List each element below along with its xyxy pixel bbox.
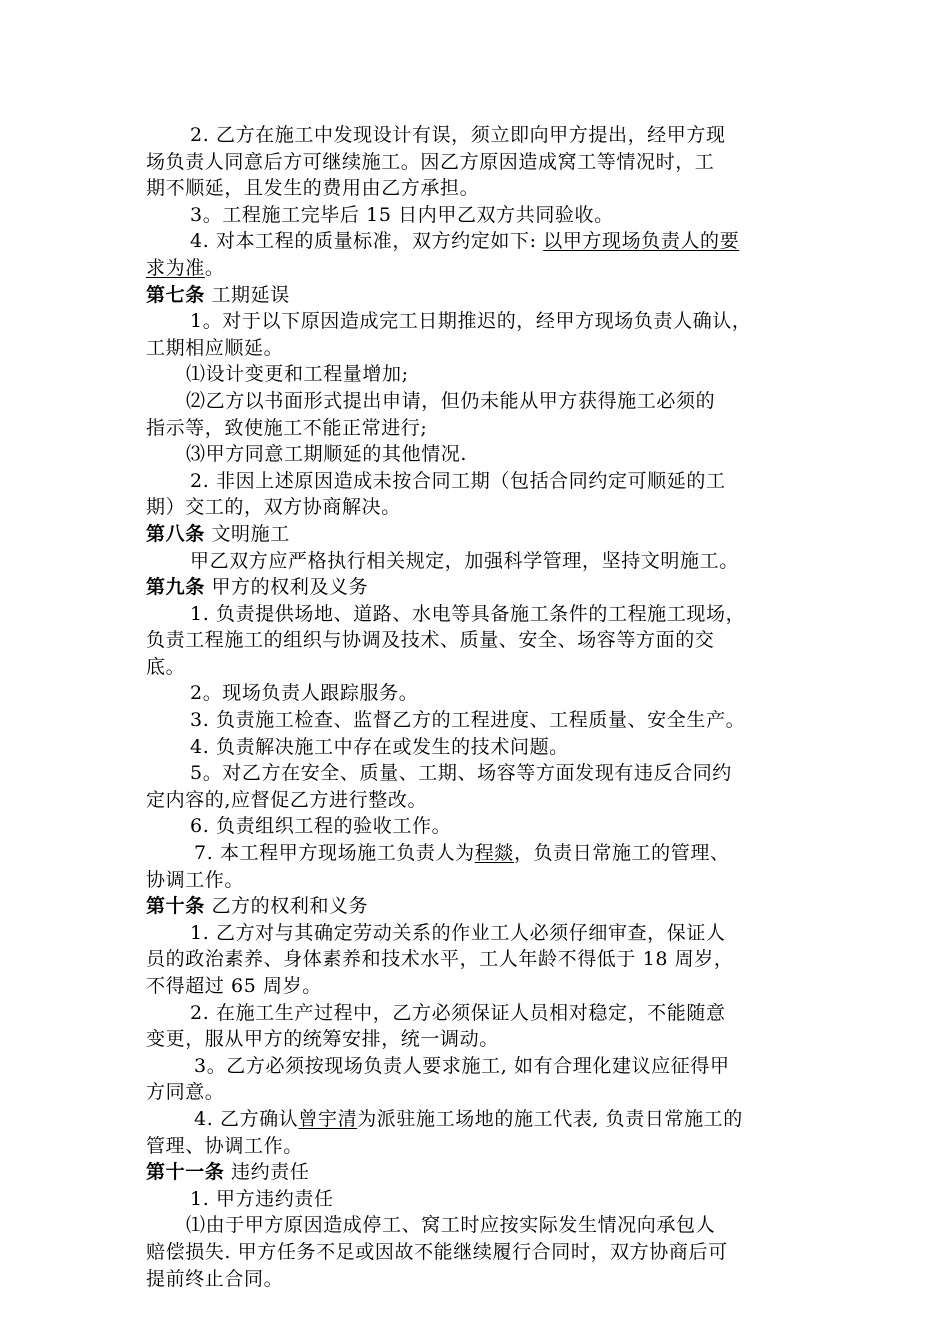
paragraph-line [146, 228, 816, 255]
paragraph-line [146, 1026, 816, 1053]
line-text: 定内容的,应督促乙方进行整改。 [146, 788, 428, 811]
line-text: 1。对于以下原因造成完工日期推迟的，经甲方现场负责人确认， [190, 310, 752, 333]
underlined-fill-in: 曾宇清 [298, 1107, 358, 1130]
line-text: 3. 负责施工检查、监督乙方的工程进度、工程质量、安全生产。 [190, 709, 746, 732]
paragraph-line [146, 734, 816, 761]
paragraph-line [146, 680, 816, 707]
paragraph-line [146, 175, 816, 202]
paragraph-line [146, 149, 816, 176]
line-text: 4. 负责解决施工中存在或发生的技术问题。 [190, 735, 569, 758]
section-heading [146, 1159, 816, 1186]
paragraph-line [146, 946, 816, 973]
line-text: 3。乙方必须按现场负责人要求施工, 如有合理化建议应征得甲 [194, 1054, 730, 1077]
paragraph-line [146, 627, 816, 654]
line-text: 负责工程施工的组织与协调及技术、质量、安全、场容等方面的交 [146, 629, 715, 652]
paragraph-line [146, 468, 816, 495]
section-heading [146, 893, 816, 920]
line-text: ⑵乙方以书面形式提出申请，但仍未能从甲方获得施工必须的 [186, 389, 716, 412]
paragraph-line [146, 840, 816, 867]
line-text-after: 为派驻施工场地的施工代表, 负责日常施工的 [357, 1107, 743, 1130]
line-text-after: 。 [204, 256, 225, 279]
line-text: 底。 [146, 655, 186, 678]
line-text: 指示等，致使施工不能正常进行; [146, 416, 428, 439]
line-text: 4. 对本工程的质量标准，双方约定如下: [190, 230, 544, 253]
paragraph-line [146, 415, 816, 442]
line-text: 违约责任 [224, 1161, 310, 1184]
paragraph-line [146, 441, 816, 468]
line-text-after: ，负责日常施工的管理、 [513, 842, 730, 865]
line-text: 2. 非因上述原因造成未按合同工期（包括合同约定可顺延的工 [190, 469, 726, 492]
line-text: 1. 负责提供场地、道路、水电等具备施工条件的工程施工现场， [190, 602, 746, 625]
line-text: 1. 乙方对与其确定劳动关系的作业工人必须仔细审查，保证人 [190, 921, 726, 944]
paragraph-line [146, 1079, 816, 1106]
line-text: 4. 乙方确认 [194, 1107, 299, 1130]
section-heading [146, 574, 816, 601]
paragraph-line [146, 1239, 816, 1266]
line-text: 文明施工 [204, 522, 290, 545]
paragraph-line [146, 1186, 816, 1213]
line-text: 2. 在施工生产过程中，乙方必须保证人员相对稳定，不能随意 [190, 1001, 726, 1024]
section-heading [146, 521, 816, 548]
paragraph-line [146, 760, 816, 787]
line-text: 协调工作。 [146, 868, 245, 891]
paragraph-line [146, 973, 816, 1000]
line-text: 甲乙双方应严格执行相关规定，加强科学管理，坚持文明施工。 [190, 549, 739, 572]
line-text: ⑶甲方同意工期顺延的其他情况. [186, 443, 468, 466]
underlined-fill-in: 求为准 [146, 256, 205, 279]
line-text: 5。对乙方在安全、质量、工期、场容等方面发现有违反合同约 [190, 762, 732, 785]
line-text: 员的政治素养、身体素养和技术水平，工人年龄不得低于 18 周岁， [146, 948, 734, 971]
paragraph-line [146, 601, 816, 628]
line-text: ⑴设计变更和工程量增加; [186, 363, 409, 386]
paragraph-line [146, 1133, 816, 1160]
line-text: 2。现场负责人跟踪服务。 [190, 682, 419, 705]
paragraph-line [146, 308, 816, 335]
paragraph-line [146, 920, 816, 947]
line-text: 变更，服从甲方的统筹安排，统一调动。 [146, 1028, 499, 1051]
paragraph-line [146, 494, 816, 521]
article-number: 第十条 [146, 895, 205, 918]
document-page [146, 122, 816, 1292]
paragraph-line [146, 1000, 816, 1027]
paragraph-line [146, 1212, 816, 1239]
line-text: 管理、协调工作。 [146, 1134, 303, 1157]
line-text: 期）交工的，双方协商解决。 [146, 496, 401, 519]
line-text: 1. 甲方违约责任 [190, 1187, 334, 1210]
paragraph-line [146, 388, 816, 415]
line-text: 工期延误 [204, 283, 290, 306]
paragraph-line [146, 654, 816, 681]
line-text: 工期相应顺延。 [146, 336, 284, 359]
article-number: 第十一条 [146, 1161, 225, 1184]
article-number: 第九条 [146, 576, 205, 599]
line-text: 乙方的权利和义务 [204, 895, 369, 918]
line-text: 7. 本工程甲方现场施工负责人为 [194, 842, 475, 865]
paragraph-line [146, 255, 816, 282]
article-number: 第七条 [146, 283, 205, 306]
paragraph-line [146, 122, 816, 149]
paragraph-line [146, 787, 816, 814]
section-heading [146, 282, 816, 309]
line-text: 方同意。 [146, 1081, 225, 1104]
paragraph-line [146, 813, 816, 840]
paragraph-line [146, 707, 816, 734]
line-text: ⑴由于甲方原因造成停工、窝工时应按实际发生情况向承包人 [186, 1214, 716, 1237]
article-number: 第八条 [146, 522, 205, 545]
line-text: 赔偿损失. 甲方任务不足或因故不能继续履行合同时，双方协商后可 [146, 1240, 728, 1263]
line-text: 期不顺延，且发生的费用由乙方承担。 [146, 177, 480, 200]
line-text: 场负责人同意后方可继续施工。因乙方原因造成窝工等情况时，工 [146, 150, 715, 173]
paragraph-line [146, 361, 816, 388]
paragraph-line [146, 1053, 816, 1080]
paragraph-line [146, 335, 816, 362]
paragraph-line [146, 1266, 816, 1293]
line-text: 2. 乙方在施工中发现设计有误，须立即向甲方提出，经甲方现 [190, 124, 726, 146]
line-text: 3。工程施工完毕后 15 日内甲乙双方共同验收。 [190, 203, 614, 226]
paragraph-line [146, 1106, 816, 1133]
paragraph-line [146, 202, 816, 229]
line-text: 提前终止合同。 [146, 1267, 284, 1290]
paragraph-line [146, 867, 816, 894]
line-text: 甲方的权利及义务 [204, 576, 369, 599]
paragraph-line [146, 548, 816, 575]
underlined-fill-in: 程燚 [474, 842, 514, 865]
underlined-fill-in: 以甲方现场负责人的要 [543, 230, 740, 253]
line-text: 不得超过 65 周岁。 [146, 975, 322, 997]
line-text: 6. 负责组织工程的验收工作。 [190, 815, 452, 838]
